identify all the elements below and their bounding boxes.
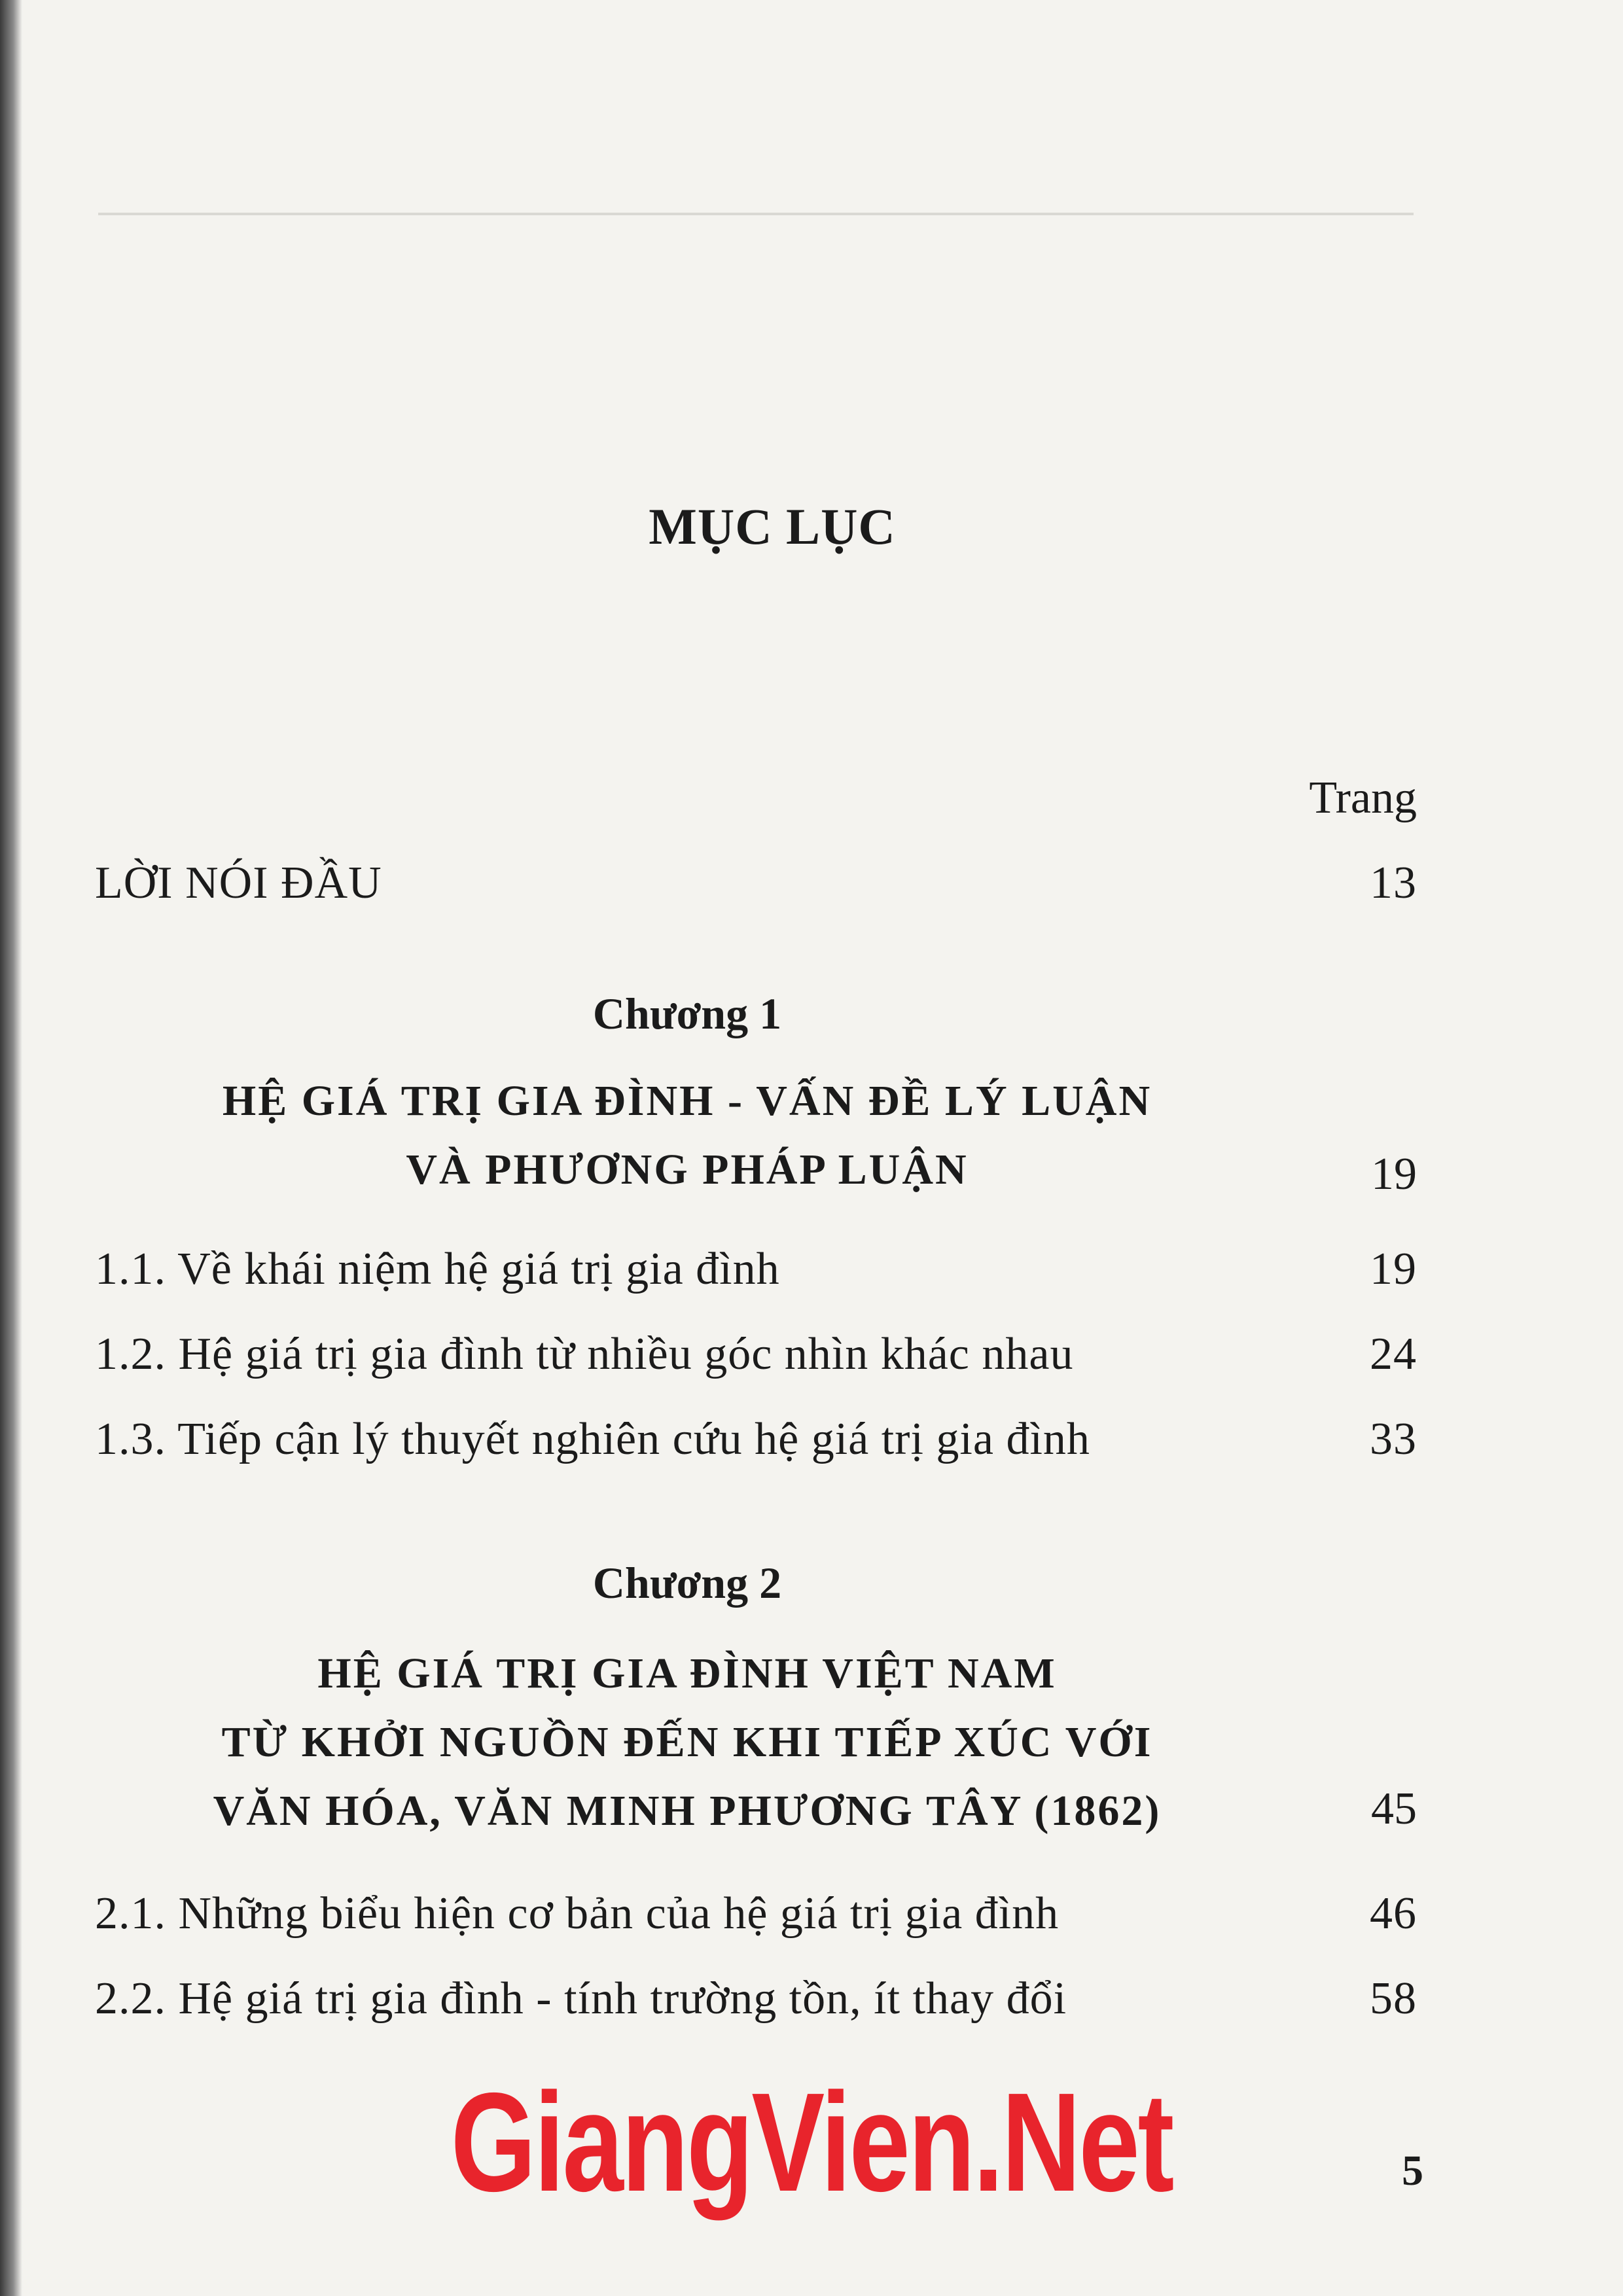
page-column-header: Trang — [1309, 773, 1417, 823]
chapter-title — [0, 1639, 1374, 1845]
chapter-title-line: HỆ GIÁ TRỊ GIA ĐÌNH - VẤN ĐỀ LÝ LUẬN — [222, 1077, 1152, 1125]
bleed-through-rule — [98, 213, 1414, 215]
toc-entry-page: 46 — [1370, 1888, 1417, 1939]
toc-entry — [95, 1413, 1417, 1466]
chapter-page: 19 — [1371, 1149, 1417, 1199]
toc-entry-label: 1.1. Về khái niệm hệ giá trị gia đình — [95, 1244, 780, 1294]
watermark-logo: GiangVien.Net — [450, 2063, 1173, 2221]
chapter-title-line: VÀ PHƯƠNG PHÁP LUẬN — [406, 1146, 969, 1193]
toc-entry-page: 24 — [1370, 1329, 1417, 1379]
toc-entry-label: 2.1. Những biểu hiện cơ bản của hệ giá trị gia đình — [95, 1888, 1060, 1939]
toc-entry-page: 13 — [1370, 858, 1417, 908]
toc-title: MỤC LỤC — [649, 498, 896, 555]
chapter-page: 45 — [1371, 1784, 1417, 1834]
toc-entry-label: 2.2. Hệ giá trị gia đình - tính trường tồn, ít thay đổi — [95, 1973, 1067, 2024]
toc-entry-page: 58 — [1370, 1973, 1417, 2024]
chapter-label: Chương 1 — [592, 989, 782, 1038]
page-number: 5 — [1402, 2147, 1423, 2195]
chapter-label: Chương 2 — [592, 1558, 782, 1608]
chapter-title-line: HỆ GIÁ TRỊ GIA ĐÌNH VIỆT NAM — [317, 1650, 1057, 1697]
toc-entry-label: 1.2. Hệ giá trị gia đình từ nhiều góc nhìn khác nhau — [95, 1329, 1074, 1379]
toc-entry — [95, 1243, 1417, 1296]
chapter-title-line: VĂN HÓA, VĂN MINH PHƯƠNG TÂY (1862) — [213, 1787, 1162, 1835]
toc-entry-page: 19 — [1370, 1244, 1417, 1294]
toc-entry-label: 1.3. Tiếp cận lý thuyết nghiên cứu hệ giá trị gia đình — [95, 1414, 1090, 1464]
toc-entry — [95, 1888, 1417, 1940]
chapter-title — [0, 1067, 1374, 1204]
toc-entry — [95, 1328, 1417, 1381]
toc-entry-page: 33 — [1370, 1414, 1417, 1464]
toc-entry-label: LỜI NÓI ĐẦU — [95, 858, 382, 908]
chapter-title-line: TỪ KHỞI NGUỒN ĐẾN KHI TIẾP XÚC VỚI — [221, 1718, 1153, 1766]
toc-entry-preface — [95, 857, 1417, 910]
toc-entry — [95, 1973, 1417, 2025]
